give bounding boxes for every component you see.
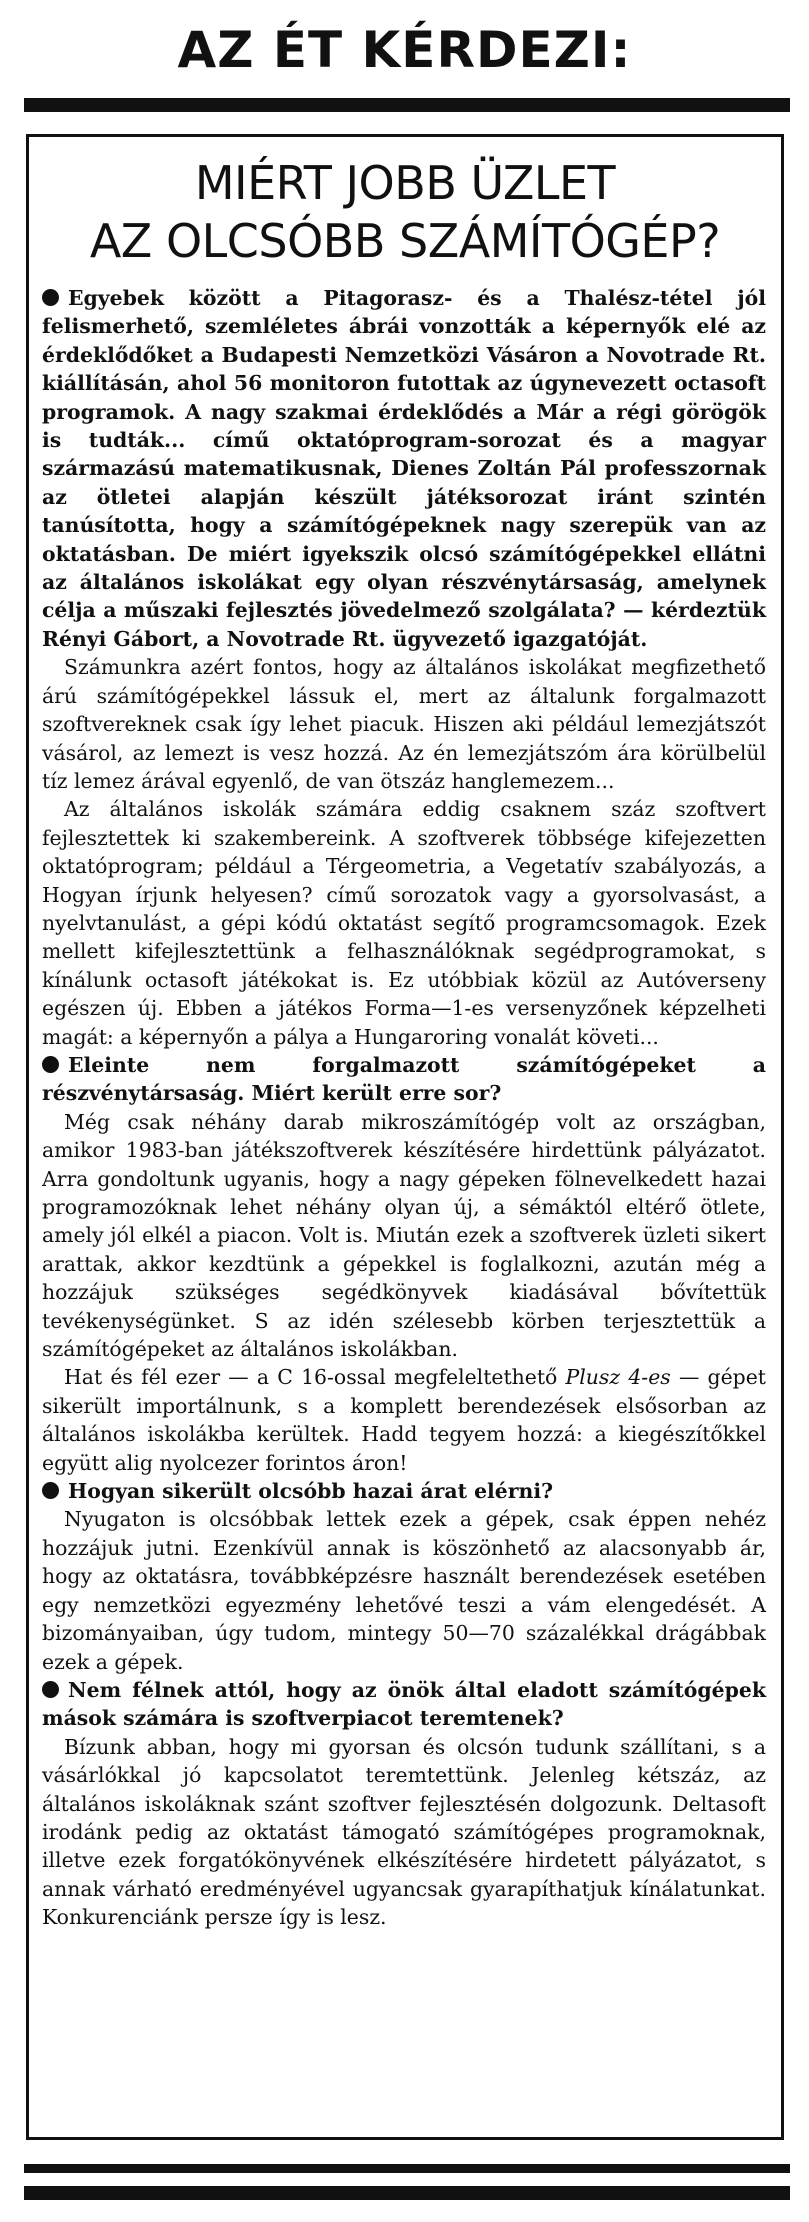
- answer-paragraph: Az általános iskolák számára eddig csaknem száz szoftvert fejlesztettek ki szakembereink. A szoftverek többsége kifejezetten oktatóprogram; például a Térgeometria, a Vegetatív szabályozás, a Hogyan írjunk helyesen? című sorozatok vagy a gyorsolvasást, a nyelvtanulást, a gépi kódú oktatást segítő programcsomagok. Ezek mellett kifejlesztettünk a felhasználóknak segédprogramokat, s kínálunk octasoft játékokat is. Ez utóbbiak közül az Autóverseny egészen új. Ebben a játékos Forma—1-es versenyzőnek képzelheti magát: a képernyőn a pálya a Hungaroring vonalát követi...: [42, 797, 766, 1049]
- bullet-icon: [42, 1681, 59, 1698]
- question-paragraph: [42, 1051, 766, 1108]
- answer-paragraph: Nyugaton is olcsóbbak lettek ezek a gépek, csak éppen nehéz hozzájuk jutni. Ezenkívül annak is köszönhető az alacsonyabb ár, hogy az oktatásra, továbbképzésre használt berendezések esetében egy nemzetközi egyezmény lehetővé teszi a vám elengedését. A bizományaiban, úgy tudom, mintegy 50—70 százalékkal drágábbak ezek a gépek.: [42, 1507, 766, 1674]
- question-paragraph: [42, 1477, 766, 1505]
- article-body: [42, 284, 766, 1932]
- bullet-icon: [42, 1482, 59, 1499]
- article-title-line-2: AZ OLCSÓBB SZÁMÍTÓGÉP?: [89, 214, 721, 268]
- answer-paragraph: Bízunk abban, hogy mi gyorsan és olcsón tudunk szállítani, s a vásárlókkal jó kapcsolatot teremtettünk. Jelenleg kétszáz, az általános iskoláknak szánt szoftver fejlesztésén dolgozunk. Deltasoft irodánk pedig az oktatást támogató számítógépes programoknak, illetve ezek forgatókönyvének elkészítésére hirdetett pályázatot, s annak várható eredményével ugyancsak gyarapíthatjuk kínálatunkat. Konkurenciánk persze így is lesz.: [42, 1734, 766, 1930]
- bullet-icon: [42, 1056, 59, 1073]
- product-name: Plusz 4-es: [565, 1365, 671, 1390]
- answer-paragraph: Még csak néhány darab mikroszámítógép volt az országban, amikor 1983-ban játékszoftverek készítésére hirdettünk pályázatot. Arra gondoltunk ugyanis, hogy a nagy gépeken fölnevelkedett hazai programozóknak lehet néhány olyan új, a sémáktól eltérő ötlete, amely jól elkél a piacon. Volt is. Miután ezek a szoftverek üzleti sikert arattak, akkor kezdtünk a gépekkel is foglalkozni, azután még a hozzájuk szükséges segédkönyvek kiadásával bővítettük tevékenységünket. S az idén szélesebb körben terjesztettük a számítógépeket az általános iskolákban.: [42, 1109, 766, 1362]
- answer-text: Hat és fél ezer — a C 16-ossal megfeleltethető: [64, 1365, 566, 1390]
- article-title: [32, 154, 778, 270]
- lead-text: Egyebek között a Pitagorasz- és a Thalész-tétel jól felismerhető, szemléletes ábrái vonzották a képernyők elé az érdeklődőket a Budapesti Nemzetközi Vásáron a Novotrade Rt. kiállításán, ahol 56 monitoron futottak az úgynevezett octasoft programok. A nagy szakmai érdeklődés a Már a régi görögök is tudták... című oktatóprogram-sorozat és a magyar származású matematikusnak, Dienes Zoltán Pál professzornak az ötletei alapján készült játéksorozat iránt szintén tanúsította, hogy a számítógépeknek nagy szerepük van az oktatásban. De miért igyekszik olcsó számítógépekkel ellátni az általános iskolákat egy olyan részvénytársaság, amelynek célja a műszaki fejlesztés jövedelmező szolgálata? — kérdeztük Rényi Gábort, a Novotrade Rt. ügyvezető igazgatóját.: [42, 286, 766, 651]
- answer-text: — gépet sikerült importálnunk, s a komplett berendezések elsősorban az általános iskolákba kerültek. Hadd tegyem hozzá: a kiegészítőkkel együtt alig nyolcezer forintos áron!: [42, 1365, 766, 1475]
- top-rule: [24, 98, 790, 112]
- question-paragraph: [42, 1676, 766, 1733]
- section-heading: AZ ÉT KÉRDEZI:: [177, 21, 632, 79]
- bullet-icon: [42, 289, 59, 306]
- bottom-rule-thick: [24, 2186, 790, 2200]
- article-title-line-1: MIÉRT JOBB ÜZLET: [194, 156, 616, 210]
- question-text: Hogyan sikerült olcsóbb hazai árat elérni?: [68, 1479, 554, 1504]
- answer-paragraph: [42, 1363, 766, 1477]
- question-text: Eleinte nem forgalmazott számítógépeket a részvénytársaság. Miért került erre sor?: [42, 1052, 766, 1106]
- lead-paragraph: [42, 284, 766, 653]
- answer-paragraph: Számunkra azért fontos, hogy az általános iskolákat megfizethető árú számítógépekkel lássuk el, mert az általunk forgalmazott szoftvereknek csak így lehet piacuk. Hiszen aki például lemezjátszót vásárol, az lemezt is vesz hozzá. Az én lemezjátszóm ára körülbelül tíz lemez árával egyenlő, de van ötszáz hanglemezem...: [42, 655, 766, 793]
- question-text: Nem félnek attól, hogy az önök által eladott számítógépek mások számára is szoftverpiacot teremtenek?: [42, 1677, 766, 1731]
- bottom-rule-thin: [24, 2164, 790, 2173]
